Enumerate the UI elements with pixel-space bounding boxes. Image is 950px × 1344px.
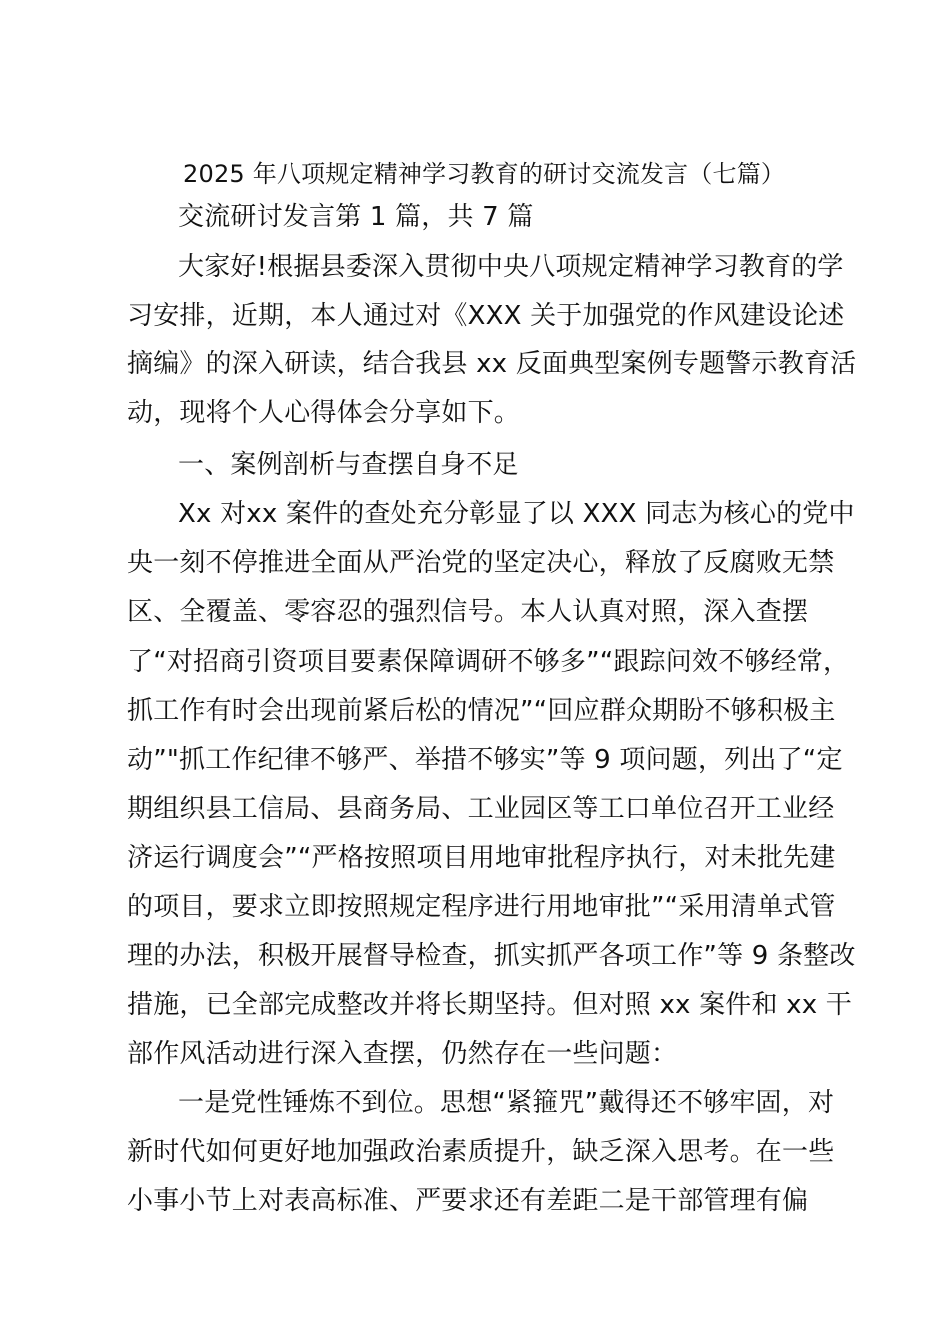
- paragraph-line: 部作风活动进行深入查摆，仍然存在一些问题：: [127, 1039, 678, 1069]
- paragraph-line: 措施，已全部完成整改并将长期坚持。但对照 xx 案件和 xx 干: [127, 990, 853, 1020]
- paragraph-line: 理的办法，积极开展督导检查，抓实抓严各项工作”等 9 条整改: [127, 941, 856, 971]
- document-subtitle: 交流研讨发言第 1 篇，共 7 篇: [178, 202, 534, 232]
- paragraph-line: 动”"抓工作纪律不够严、举措不够实”等 9 项问题，列出了“定: [127, 745, 843, 775]
- paragraph-line: 一是党性锤炼不到位。思想“紧箍咒”戴得还不够牢固，对: [178, 1088, 835, 1118]
- paragraph-line: 大家好!根据县委深入贯彻中央八项规定精神学习教育的学: [178, 252, 844, 282]
- paragraph-line: 央一刻不停推进全面从严治党的坚定决心，释放了反腐败无禁: [127, 548, 835, 578]
- paragraph-line: 动，现将个人心得体会分享如下。: [127, 398, 521, 428]
- paragraph-line: 济运行调度会”“严格按照项目用地审批程序执行，对未批先建: [127, 843, 836, 873]
- paragraph-line: Xx 对xx 案件的查处充分彰显了以 XXX 同志为核心的党中: [178, 499, 855, 529]
- paragraph-line: 抓工作有时会出现前紧后松的情况”“回应群众期盼不够积极主: [127, 696, 836, 726]
- paragraph-line: 了“对招商引资项目要素保障调研不够多”“跟踪问效不够经常，: [127, 647, 850, 677]
- section-heading: 一、案例剖析与查摆自身不足: [178, 450, 519, 480]
- paragraph-line: 新时代如何更好地加强政治素质提升，缺乏深入思考。在一些: [127, 1137, 835, 1167]
- paragraph-line: 小事小节上对表高标准、严要求还有差距二是干部管理有偏: [127, 1186, 809, 1216]
- paragraph-line: 期组织县工信局、县商务局、工业园区等工口单位召开工业经: [127, 794, 835, 824]
- paragraph-line: 区、全覆盖、零容忍的强烈信号。本人认真对照，深入查摆: [127, 597, 809, 627]
- document-title: 2025 年八项规定精神学习教育的研讨交流发言（七篇）: [183, 160, 786, 188]
- paragraph-line: 习安排，近期，本人通过对《XXX 关于加强党的作风建设论述: [127, 301, 845, 331]
- paragraph-line: 的项目，要求立即按照规定程序进行用地审批”“采用清单式管: [127, 892, 836, 922]
- paragraph-line: 摘编》的深入研读，结合我县 xx 反面典型案例专题警示教育活: [127, 349, 857, 379]
